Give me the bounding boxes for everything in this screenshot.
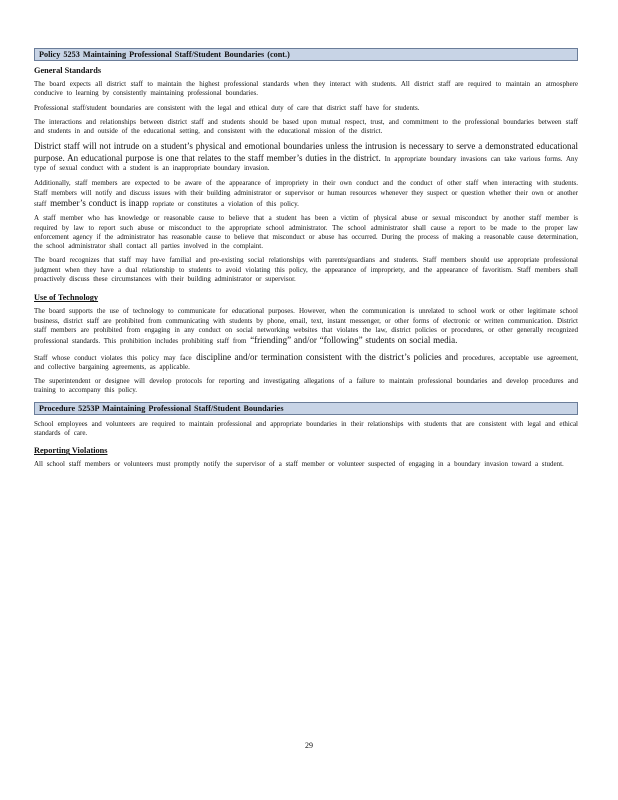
paragraph-text: The board supports the use of technology to communicate for educational purposes. However, when the communication is unrelated to school work or other legitimate school business, district staff are prohibited from communicating with students by phone, email, text, instant messenger, or other forms of electronic or written communication. District staff members are prohibited from engaging in any conduct on social networking websites that violates the law, district policies or procedures, or other generally recognized professional standards. This prohibition includes prohibiting staff from (34, 307, 578, 346)
paragraph (34, 307, 578, 346)
paragraph: The board expects all district staff to maintain the highest professional standards when they interact with students. All district staff are required to maintain an atmosphere conducive to learning by consistently maintaining professional boundaries. (34, 80, 578, 98)
paragraph: School employees and volunteers are required to maintain professional and appropriate boundaries in their relationships with students that are consistent with legal and ethical standards of care. (34, 419, 578, 438)
paragraph-text: In appropriate boundary invasions can take various forms. Any type of sexual conduct with a student is an inappropriate boundary invasion. (34, 154, 578, 173)
procedure-header-bar: Procedure 5253P Maintaining Professional Staff/Student Boundaries (34, 402, 578, 415)
paragraph-text: procedures, acceptable use agreement, and collective bargaining agreements, as applicable. (34, 353, 579, 371)
section-heading-general-standards: General Standards (34, 66, 102, 75)
paragraph: A staff member who has knowledge or reasonable cause to believe that a student has been a victim of physical abuse or sexual misconduct by another staff member is required by law to report such abuse or misconduct to the appropriate school administrator. The school administrator shall cause a report to be made to the proper law enforcement agency if the administrator has reasonable cause to believe that misconduct or abuse has occurred. During the process of making a reasonable cause determination, the school administrator shall contact all parties involved in the complaint. (34, 214, 578, 251)
paragraph-text: Additionally, staff members are expected to be aware of the appearance of impropriety in their own conduct and the conduct of other staff when interacting with students. Staff members will notify and discuss issues with their building administrator or supervisor or human resources whenever they suspect or question whether their own or another staff (34, 179, 578, 208)
emphasis-text: District staff will not intrude on a student’s physical and emotional boundaries unless the intrusion is necessary to serve a demonstrated educational purpose. An educational purpose is one that relates to the staff member’s duties in the district. (34, 141, 578, 163)
paragraph (34, 352, 578, 373)
paragraph-text: ropriate or constitutes a violation of this policy. (152, 199, 299, 208)
paragraph (34, 141, 578, 173)
emphasis-text: discipline and/or termination consistent with the district’s policies and (196, 351, 459, 362)
paragraph: The board recognizes that staff may have familial and pre-existing social relationships with parents/guardians and students. Staff members should use appropriate professional judgment when they have a dual relationship to students to avoid violating this policy, the appearance of impropriety, and the appearance of favoritism. Staff members shall proactively discuss these circumstances with their building administrator or supervisor. (34, 256, 578, 284)
paragraph: The superintendent or designee will develop protocols for reporting and investigating allegations of a failure to maintain professional boundaries and develop procedures and training to accompany this policy. (34, 377, 578, 395)
paragraph-text: Staff whose conduct violates this policy may face (34, 353, 192, 362)
policy-header-bar: Policy 5253 Maintaining Professional Staff/Student Boundaries (cont.) (34, 48, 578, 61)
emphasis-text: member’s conduct is inapp (50, 197, 149, 208)
paragraph: Professional staff/student boundaries are consistent with the legal and ethical duty of care that district staff have for students. (34, 103, 420, 112)
emphasis-text: “friending” and/or “following” students on social media. (250, 335, 458, 346)
paragraph (34, 179, 578, 209)
section-heading-use-of-technology: Use of Technology (34, 293, 99, 303)
paragraph: The interactions and relationships between district staff and students should be based upon mutual respect, trust, and commitment to the professional boundaries between staff and students in and outside of the educational setting, and consistent with the educational mission of the district. (34, 117, 578, 136)
page-number: 29 (305, 741, 313, 750)
document-page (34, 48, 578, 475)
paragraph: All school staff members or volunteers must promptly notify the supervisor of a staff member or volunteer suspected of engaging in a boundary invasion toward a student. (34, 460, 564, 469)
section-heading-reporting-violations: Reporting Violations (34, 446, 108, 456)
